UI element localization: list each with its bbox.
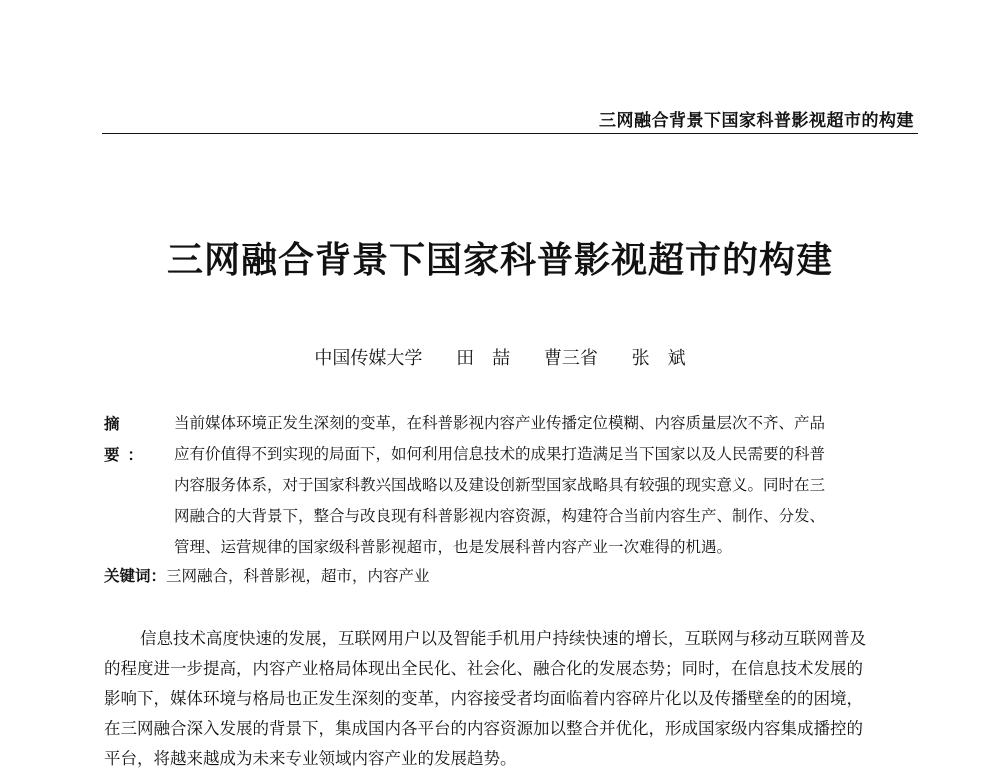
body-line: 的程度进一步提高，内容产业格局体现出全民化、社会化、融合化的发展态势；同时，在信息技术发展的	[104, 659, 863, 678]
abstract-line: 当前媒体环境正发生深刻的变革，在科普影视内容产业传播定位模糊、内容质量层次不齐、产品	[174, 414, 826, 432]
keywords	[104, 564, 430, 586]
author-line	[0, 344, 1000, 370]
abstract-body	[174, 408, 916, 563]
body-line: 在三网融合深入发展的背景下，集成国内各平台的内容资源加以整合并优化，形成国家级内容集成播控的	[104, 719, 863, 738]
keywords-label: 关键词：	[104, 566, 167, 585]
abstract-line: 网融合的大背景下，整合与改良现有科普影视内容资源，构建符合当前内容生产、制作、分发、	[174, 507, 826, 525]
abstract-line: 内容服务体系，对于国家科教兴国战略以及建设创新型国家战略具有较强的现实意义。同时在三	[174, 476, 826, 494]
running-header: 三网融合背景下国家科普影视超市的构建	[599, 111, 914, 131]
abstract	[104, 408, 916, 563]
paper-title: 三网融合背景下国家科普影视超市的构建	[166, 240, 833, 281]
author-name: 张 斌	[631, 348, 686, 369]
keywords-text: 三网融合，科普影视，超市，内容产业	[166, 567, 430, 585]
abstract-line: 管理、运营规律的国家级科普影视超市，也是发展科普内容产业一次难得的机遇。	[174, 538, 733, 556]
abstract-line: 应有价值得不到实现的局面下，如何利用信息技术的成果打造满足当下国家以及人民需要的科普	[174, 445, 826, 463]
body-line: 信息技术高度快速的发展，互联网用户以及智能手机用户持续快速的增长，互联网与移动互联网普及	[140, 629, 866, 648]
body-line: 平台，将越来越成为未来专业领域内容产业的发展趋势。	[104, 749, 517, 768]
author-name: 曹三省	[543, 348, 598, 369]
affiliation: 中国传媒大学	[314, 348, 423, 369]
author-name: 田 喆	[456, 348, 511, 369]
header-rule	[102, 133, 918, 134]
body-line: 影响下，媒体环境与格局也正发生深刻的变革，内容接受者均面临着内容碎片化以及传播壁垒的的困境，	[104, 689, 863, 708]
abstract-label: 摘 要：	[104, 414, 152, 464]
body-paragraph	[104, 624, 916, 774]
